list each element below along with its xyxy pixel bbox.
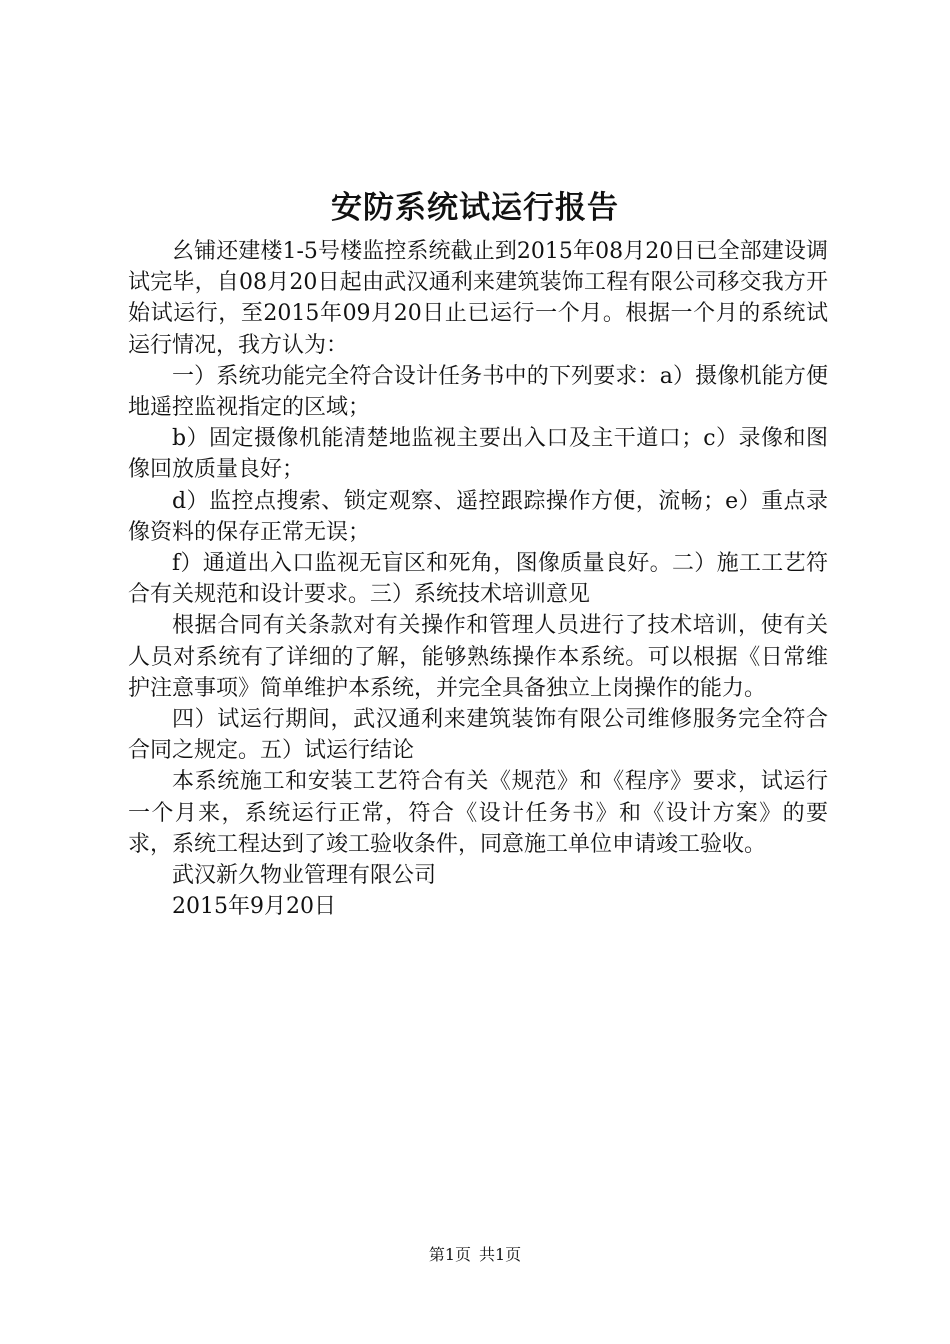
paragraph-intro: 幺铺还建楼1-5号楼监控系统截止到2015年08月20日已全部建设调试完毕，自08月20日起由武汉通利来建筑装饰工程有限公司移交我方开始试运行，至2015年09月20日止已运行一个月。根据一个月的系统试运行情况，我方认为： <box>128 239 828 358</box>
paragraph-training: 根据合同有关条款对有关操作和管理人员进行了技术培训，使有关人员对系统有了详细的了解，能够熟练操作本系统。可以根据《日常维护注意事项》简单维护本系统，并完全具备独立上岗操作的能力。 <box>128 613 828 701</box>
paragraph-requirements-a: 一）系统功能完全符合设计任务书中的下列要求：a）摄像机能方便地遥控监视指定的区域； <box>128 363 828 421</box>
signature-date: 2015年9月20日 <box>172 894 336 920</box>
paragraph-requirements-b-c: b）固定摄像机能清楚地监视主要出入口及主干道口；c）录像和图像回放质量良好； <box>128 426 828 483</box>
page-number-total: 共1页 <box>479 1245 522 1264</box>
paragraph-conclusion: 本系统施工和安装工艺符合有关《规范》和《程序》要求，试运行一个月来，系统运行正常，符合《设计任务书》和《设计方案》的要求，系统工程达到了竣工验收条件，同意施工单位申请竣工验收。 <box>128 769 828 857</box>
signature-company: 武汉新久物业管理有限公司 <box>172 863 437 889</box>
page-number-current: 第1页 <box>428 1245 471 1264</box>
paragraph-requirements-f: f）通道出入口监视无盲区和死角，图像质量良好。二）施工工艺符合有关规范和设计要求。三）系统技术培训意见 <box>128 551 828 608</box>
paragraph-requirements-d-e: d）监控点搜索、锁定观察、遥控跟踪操作方便，流畅；e）重点录像资料的保存正常无误； <box>128 488 828 545</box>
document-title: 安防系统试运行报告 <box>331 190 619 226</box>
page-footer <box>0 1244 950 1266</box>
paragraph-maintenance: 四）试运行期间，武汉通利来建筑装饰有限公司维修服务完全符合合同之规定。五）试运行结论 <box>128 707 828 764</box>
document-body <box>128 236 828 922</box>
